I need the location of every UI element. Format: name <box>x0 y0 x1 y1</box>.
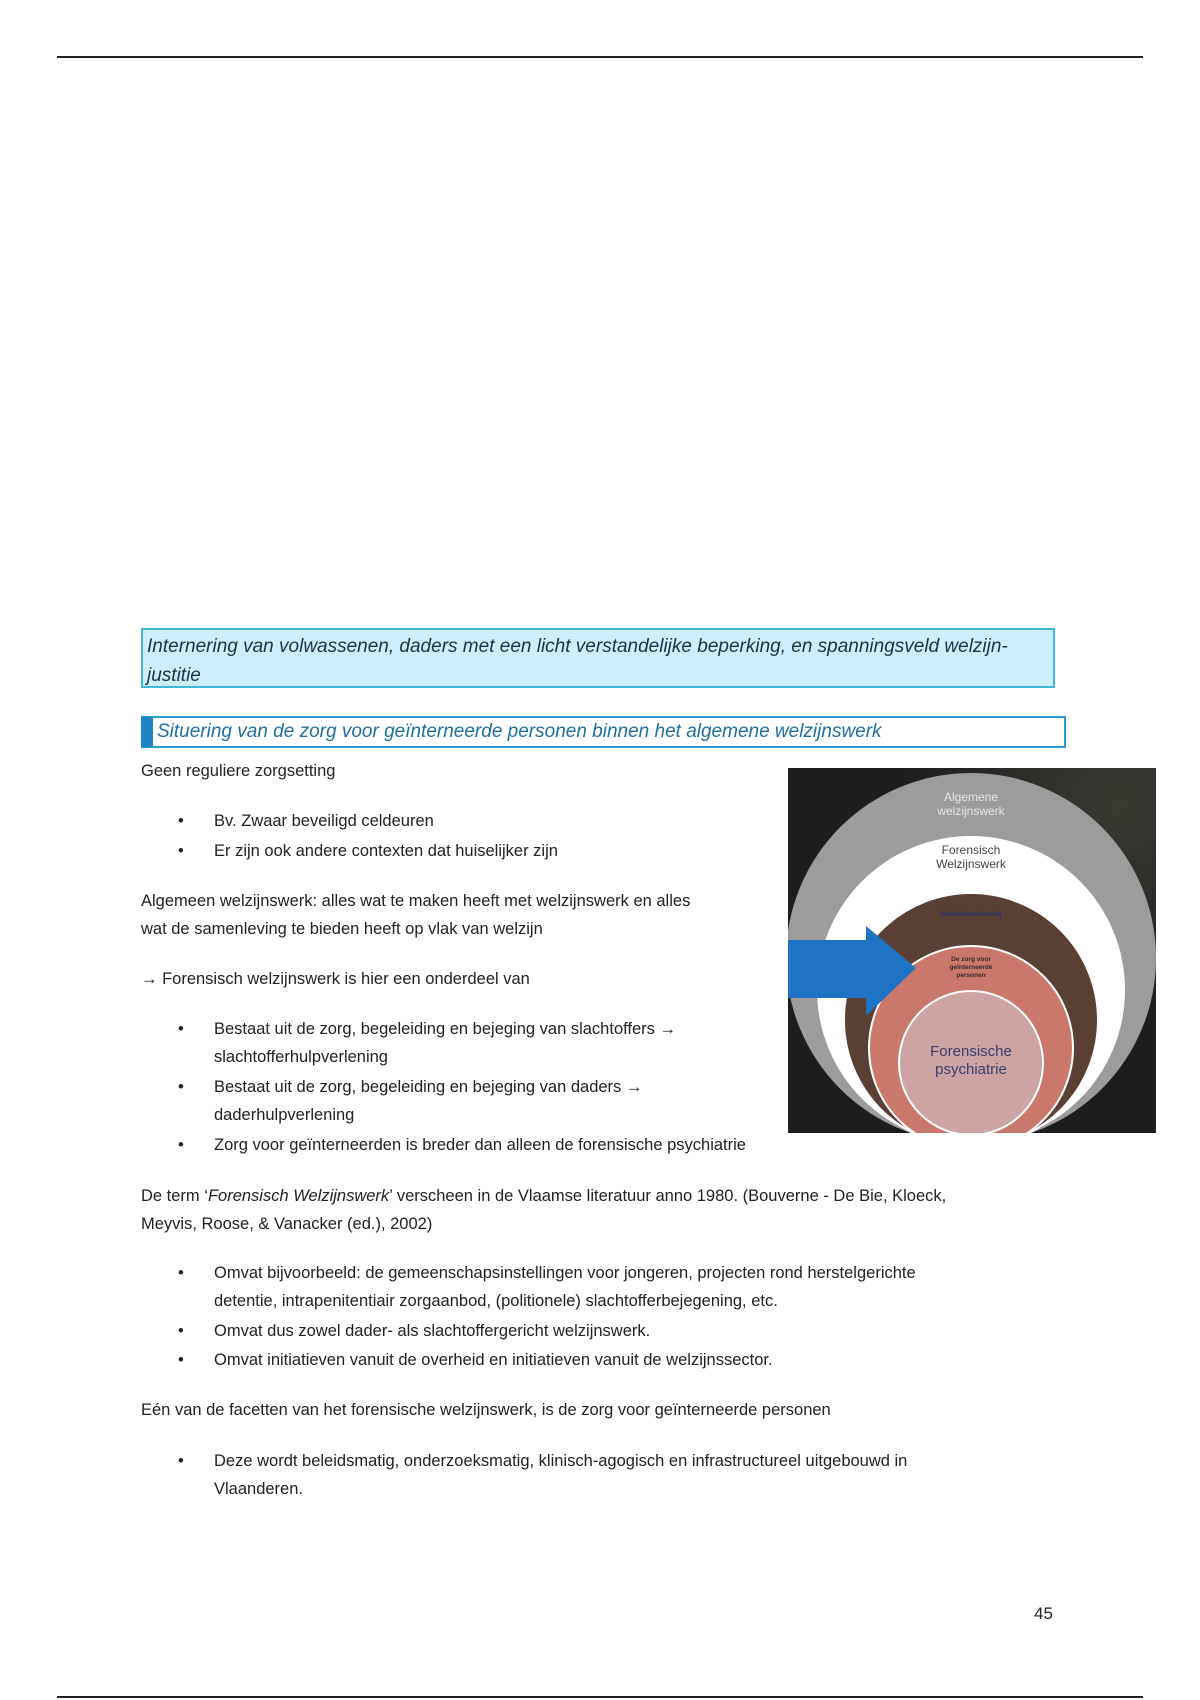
bottom-rule <box>57 1696 1143 1698</box>
list-item-line: detentie, intrapenitentiair zorgaanbod, (politionele) slachtofferbejegening, etc. <box>214 1292 778 1310</box>
list-item-text: Er zijn ook andere contexten dat huiselijker zijn <box>214 842 558 860</box>
label-daderhulpverlening: Daderhulpverlening <box>940 911 1002 918</box>
paragraph-zorgsetting: Geen reguliere zorgsetting <box>141 762 336 780</box>
list-item-text <box>214 1015 676 1071</box>
bullet: • <box>178 1351 184 1369</box>
heading-2 <box>141 716 1066 748</box>
paragraph-algemeen-welzijnswerk <box>141 887 690 943</box>
paragraph-line: Algemeen welzijnswerk: alles wat te maken heeft met welzijnswerk en alles <box>141 892 691 910</box>
paragraph-line: wat de samenleving te bieden heeft op vlak van welzijn <box>141 920 543 938</box>
diagram-svg <box>788 768 1156 1133</box>
list-item-text: Omvat initiatieven vanuit de overheid en initiatieven vanuit de welzijnssector. <box>214 1351 773 1369</box>
bullet: • <box>178 1020 184 1038</box>
list-item-text <box>214 1259 916 1315</box>
welzijnswerk-diagram <box>788 768 1156 1133</box>
heading-1 <box>141 628 1055 688</box>
paragraph-facetten: Eén van de facetten van het forensische welzijnswerk, is de zorg voor geïnterneerde personen <box>141 1401 831 1419</box>
bullet: • <box>178 1078 184 1096</box>
list-item-line: Bestaat uit de zorg, begeleiding en bejeging van slachtoffers → <box>214 1020 676 1038</box>
paragraph-forensisch-onderdeel: → Forensisch welzijnswerk is hier een onderdeel van <box>141 970 530 988</box>
list-item-text <box>214 1447 907 1503</box>
heading-2-text: Situering van de zorg voor geïnterneerde personen binnen het algemene welzijnswerk <box>157 721 882 742</box>
bullet: • <box>178 812 184 830</box>
label-forensische: Forensische <box>930 1043 1012 1060</box>
label-personen: personen <box>956 972 986 979</box>
text-run: ’ verscheen in de Vlaamse literatuur anno 1980. (Bouverne - De Bie, Kloeck, <box>389 1187 947 1205</box>
list-item-text: Zorg voor geïnterneerden is breder dan alleen de forensische psychiatrie <box>214 1136 746 1154</box>
paragraph-line: Meyvis, Roose, & Vanacker (ed.), 2002) <box>141 1215 433 1233</box>
list-item-text: Bv. Zwaar beveiligd celdeuren <box>214 812 434 830</box>
page-number: 45 <box>1034 1604 1053 1623</box>
top-rule <box>57 56 1143 58</box>
label-psychiatrie: psychiatrie <box>935 1061 1007 1078</box>
label-algemene: Algemene <box>943 790 999 804</box>
label-geinterneerde: geïnterneerde <box>949 964 993 971</box>
bullet: • <box>178 842 184 860</box>
text-run: De term ‘ <box>141 1187 208 1205</box>
list-item-line: daderhulpverlening <box>214 1106 355 1124</box>
list-item-line: Bestaat uit de zorg, begeleiding en bejeging van daders → <box>214 1078 643 1096</box>
label-zorg-voor: De zorg voor <box>951 956 991 963</box>
label-welzijnswerk: welzijnswerk <box>937 804 1005 818</box>
list-item-line: Deze wordt beleidsmatig, onderzoeksmatig, klinisch-agogisch en infrastructureel uitgebouwd in <box>214 1452 908 1470</box>
paragraph-term-forensisch <box>141 1182 946 1238</box>
bullet: • <box>178 1264 184 1282</box>
bullet: • <box>178 1322 184 1340</box>
list-item-text: Omvat dus zowel dader- als slachtoffergericht welzijnswerk. <box>214 1322 651 1340</box>
label-forensisch: Forensisch <box>941 843 1001 857</box>
bullet: • <box>178 1136 184 1154</box>
label-welzijnswerk-2: Welzijnswerk <box>936 857 1006 871</box>
paragraph-line <box>141 1182 946 1210</box>
list-item-line: Omvat bijvoorbeeld: de gemeenschapsinstellingen voor jongeren, projecten rond herstelgerichte <box>214 1264 916 1282</box>
list-item-text <box>214 1073 642 1129</box>
list-item-line: Vlaanderen. <box>214 1480 303 1498</box>
bullet: • <box>178 1452 184 1470</box>
list-item-line: slachtofferhulpverlening <box>214 1048 388 1066</box>
emphasized-term: Forensisch Welzijnswerk <box>207 1187 390 1205</box>
heading-1-text: Internering van volwassenen, daders met een licht verstandelijke beperking, en spanningsveld welzijn-justitie <box>147 636 1008 686</box>
